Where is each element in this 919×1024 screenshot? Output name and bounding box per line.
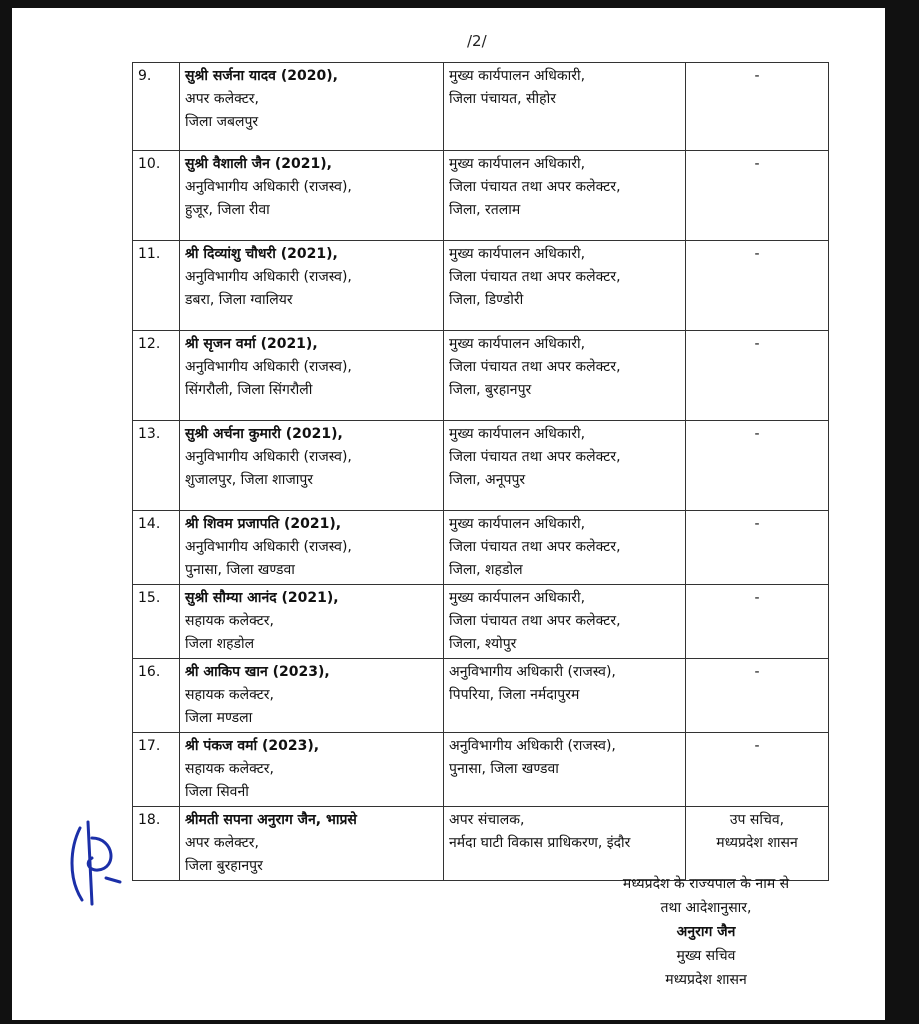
current-post: सहायक कलेक्टर, (185, 687, 274, 703)
remarks-line: मध्यप्रदेश शासन (716, 835, 798, 851)
new-post-cell (444, 331, 686, 421)
new-post-cell (444, 421, 686, 511)
officer-cell (180, 421, 444, 511)
new-post-cell (444, 659, 686, 733)
officer-name: श्री पंकज वर्मा (2023), (185, 738, 320, 754)
officer-name: श्री सृजन वर्मा (2021), (185, 336, 318, 352)
new-post-line: मुख्य कार्यपालन अधिकारी, (449, 336, 586, 352)
new-post-cell (444, 733, 686, 807)
officer-name: श्री आकिप खान (2023), (185, 664, 330, 680)
document-page (12, 8, 885, 1020)
current-location: जिला जबलपुर (185, 114, 259, 130)
officer-name: सुश्री सौम्या आनंद (2021), (185, 590, 339, 606)
remarks-line: - (754, 246, 760, 262)
officer-name: श्रीमती सपना अनुराग जैन, भाप्रसे (185, 812, 357, 828)
new-post-line: अपर संचालक, (449, 812, 525, 828)
current-location: जिला शहडोल (185, 636, 255, 652)
officer-cell (180, 151, 444, 241)
new-post-line: अनुविभागीय अधिकारी (राजस्व), (449, 664, 616, 680)
serial-number: 11. (133, 241, 180, 331)
serial-number: 18. (133, 807, 180, 881)
transfer-order-table (132, 62, 829, 881)
new-post-line: पिपरिया, जिला नर्मदापुरम (449, 687, 580, 703)
remarks-cell (686, 331, 829, 421)
current-post: अनुविभागीय अधिकारी (राजस्व), (185, 269, 352, 285)
remarks-cell (686, 585, 829, 659)
serial-number: 10. (133, 151, 180, 241)
new-post-line: जिला, डिण्डोरी (449, 292, 524, 308)
current-location: हुजूर, जिला रीवा (185, 202, 270, 218)
officer-name: सुश्री सर्जना यादव (2020), (185, 68, 338, 84)
officer-cell (180, 659, 444, 733)
new-post-line: जिला, रतलाम (449, 202, 521, 218)
remarks-cell (686, 807, 829, 881)
signature-line1: मध्यप्रदेश के राज्यपाल के नाम से (622, 876, 790, 892)
table-row (133, 659, 829, 733)
remarks-cell (686, 659, 829, 733)
current-location: जिला मण्डला (185, 710, 253, 726)
new-post-cell (444, 151, 686, 241)
table-row (133, 807, 829, 881)
remarks-line: उप सचिव, (729, 812, 785, 828)
new-post-line: मुख्य कार्यपालन अधिकारी, (449, 590, 586, 606)
new-post-line: अनुविभागीय अधिकारी (राजस्व), (449, 738, 616, 754)
new-post-line: मुख्य कार्यपालन अधिकारी, (449, 68, 586, 84)
signatory-name: अनुराग जैन (676, 924, 736, 940)
new-post-line: जिला पंचायत तथा अपर कलेक्टर, (449, 359, 621, 375)
serial-number: 14. (133, 511, 180, 585)
table-row (133, 151, 829, 241)
officer-cell (180, 63, 444, 151)
new-post-line: जिला, शहडोल (449, 562, 523, 578)
officer-cell (180, 807, 444, 881)
table-row (133, 331, 829, 421)
remarks-line: - (754, 738, 760, 754)
table-row (133, 585, 829, 659)
current-post: अनुविभागीय अधिकारी (राजस्व), (185, 449, 352, 465)
new-post-line: जिला पंचायत तथा अपर कलेक्टर, (449, 449, 621, 465)
current-post: अपर कलेक्टर, (185, 91, 259, 107)
new-post-line: जिला पंचायत तथा अपर कलेक्टर, (449, 179, 621, 195)
remarks-line: - (754, 336, 760, 352)
current-post: अनुविभागीय अधिकारी (राजस्व), (185, 359, 352, 375)
remarks-cell (686, 63, 829, 151)
new-post-line: जिला, बुरहानपुर (449, 382, 532, 398)
handwritten-initials (62, 808, 132, 908)
current-location: डबरा, जिला ग्वालियर (185, 292, 293, 308)
serial-number: 15. (133, 585, 180, 659)
officer-name: श्री शिवम प्रजापति (2021), (185, 516, 342, 532)
officer-name: श्री दिव्यांशु चौधरी (2021), (185, 246, 338, 262)
remarks-cell (686, 151, 829, 241)
table-row (133, 63, 829, 151)
serial-number: 9. (133, 63, 180, 151)
remarks-cell (686, 241, 829, 331)
officer-cell (180, 331, 444, 421)
table-row (133, 511, 829, 585)
new-post-line: मुख्य कार्यपालन अधिकारी, (449, 246, 586, 262)
officer-name: सुश्री वैशाली जैन (2021), (185, 156, 332, 172)
current-location: पुनासा, जिला खण्डवा (185, 562, 295, 578)
current-post: सहायक कलेक्टर, (185, 761, 274, 777)
signature-block (586, 872, 826, 992)
new-post-cell (444, 511, 686, 585)
current-location: सिंगरौली, जिला सिंगरौली (185, 382, 313, 398)
remarks-line: - (754, 516, 760, 532)
signatory-designation: मुख्य सचिव (676, 948, 736, 964)
remarks-cell (686, 511, 829, 585)
new-post-line: जिला पंचायत तथा अपर कलेक्टर, (449, 269, 621, 285)
new-post-line: नर्मदा घाटी विकास प्राधिकरण, इंदौर (449, 835, 631, 851)
new-post-line: जिला, श्योपुर (449, 636, 517, 652)
officer-cell (180, 585, 444, 659)
remarks-cell (686, 421, 829, 511)
new-post-line: मुख्य कार्यपालन अधिकारी, (449, 516, 586, 532)
new-post-line: जिला पंचायत, सीहोर (449, 91, 556, 107)
officer-cell (180, 241, 444, 331)
new-post-line: जिला पंचायत तथा अपर कलेक्टर, (449, 613, 621, 629)
serial-number: 17. (133, 733, 180, 807)
remarks-line: - (754, 156, 760, 172)
current-location: जिला सिवनी (185, 784, 249, 800)
new-post-line: जिला, अनूपपुर (449, 472, 526, 488)
current-post: अपर कलेक्टर, (185, 835, 259, 851)
table-row (133, 421, 829, 511)
remarks-line: - (754, 664, 760, 680)
serial-number: 12. (133, 331, 180, 421)
remarks-line: - (754, 590, 760, 606)
new-post-cell (444, 807, 686, 881)
new-post-cell (444, 63, 686, 151)
new-post-line: जिला पंचायत तथा अपर कलेक्टर, (449, 539, 621, 555)
signature-line2: तथा आदेशानुसार, (660, 900, 752, 916)
new-post-line: मुख्य कार्यपालन अधिकारी, (449, 156, 586, 172)
table-row (133, 241, 829, 331)
officer-cell (180, 733, 444, 807)
current-location: शुजालपुर, जिला शाजापुर (185, 472, 314, 488)
new-post-line: मुख्य कार्यपालन अधिकारी, (449, 426, 586, 442)
current-post: सहायक कलेक्टर, (185, 613, 274, 629)
page-number: /2/ (467, 32, 487, 50)
table-row (133, 733, 829, 807)
serial-number: 13. (133, 421, 180, 511)
signatory-office: मध्यप्रदेश शासन (665, 972, 747, 988)
officer-name: सुश्री अर्चना कुमारी (2021), (185, 426, 343, 442)
new-post-cell (444, 585, 686, 659)
current-location: जिला बुरहानपुर (185, 858, 263, 874)
serial-number: 16. (133, 659, 180, 733)
current-post: अनुविभागीय अधिकारी (राजस्व), (185, 539, 352, 555)
current-post: अनुविभागीय अधिकारी (राजस्व), (185, 179, 352, 195)
remarks-line: - (754, 426, 760, 442)
new-post-cell (444, 241, 686, 331)
officer-cell (180, 511, 444, 585)
new-post-line: पुनासा, जिला खण्डवा (449, 761, 559, 777)
remarks-line: - (754, 68, 760, 84)
remarks-cell (686, 733, 829, 807)
